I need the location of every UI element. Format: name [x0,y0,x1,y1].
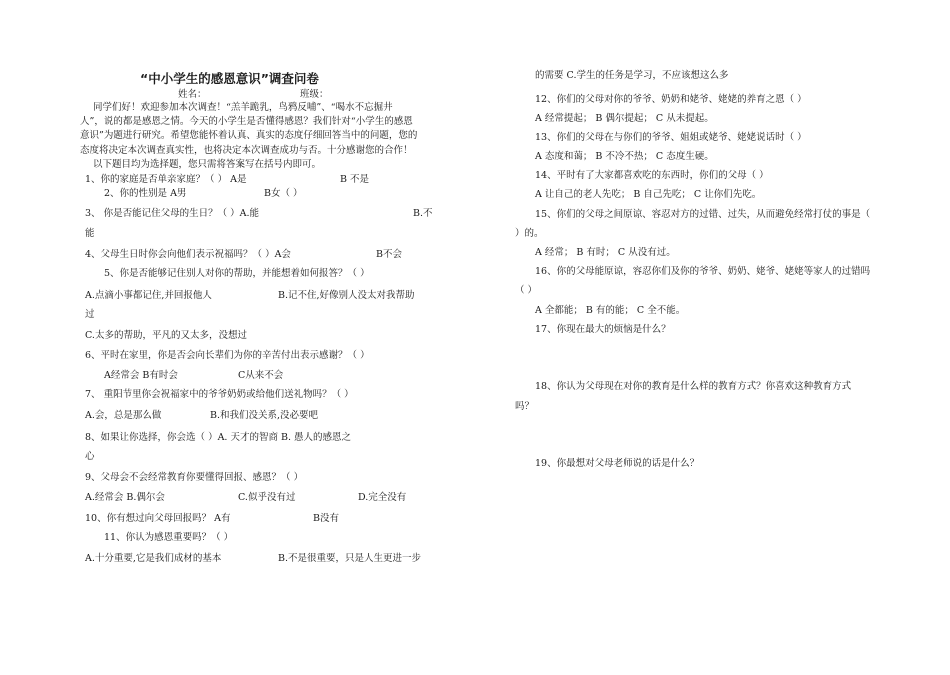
question-option: B.和我们没关系,没必要吧 [210,410,319,421]
class-label: 班级： [300,89,329,100]
question-option: B.不 [413,208,433,219]
question-line: 1、你的家庭是否单亲家庭？（ ） A是 [85,174,247,185]
page-title: “中小学生的感恩意识”调查问卷 [140,71,319,86]
question-line: 19、你最想对父母老师说的话是什么？ [535,458,700,469]
question-line: 10、你有想过向父母回报吗？ A有 [85,513,231,524]
question-line: 15、你们的父母之间原谅、容忍对方的过错、过失，从而避免经常打仗的事是（ [535,209,871,220]
question-line: 17、你现在最大的烦恼是什么？ [535,324,671,335]
question-line: 2、你的性别是 A男 [104,188,187,199]
question-option: A 全都能； B 有的能； C 全不能。 [535,305,686,316]
intro-line: 同学们好！欢迎参加本次调查！“羔羊跪乳，鸟鸦反哺”、“喝水不忘掘井 [93,102,393,113]
question-line: 能 [85,228,95,239]
question-line: 9、父母会不会经常教育你要懂得回报、感恩？（ ） [85,472,304,483]
question-line: 3、 你是否能记住父母的生日？（ ）A.能 [85,208,259,219]
question-line: 8、如果让你选择，你会选（ ）A. 天才的智商 B. 愚人的感恩之 [85,432,352,443]
question-option: B.记不住,好像别人没太对我帮助 [278,290,415,301]
question-option: C.太多的帮助，平凡的又太多，没想过 [85,330,247,341]
question-option: C从来不会 [238,370,284,381]
question-line: 5、你是否能够记住别人对你的帮助，并能想着如何报答？（ ） [104,268,370,279]
question-option: B没有 [313,513,339,524]
question-line: 7、 重阳节里你会祝福家中的爷爷奶奶或给他们送礼物吗？（ ） [85,389,354,400]
question-line: 12、你们的父母对你的爷爷、奶奶和姥爷、姥姥的养育之恩（ ） [535,94,807,105]
question-option: D.完全没有 [358,492,407,503]
intro-line: 人”，说的都是感恩之情。今天的小学生是否懂得感恩？我们针对“小学生的感恩 [80,116,413,127]
intro-line: 意识”为题进行研究。希望您能怀着认真、真实的态度仔细回答当中的问题，您的 [80,130,418,141]
question-option: B女（ ） [264,188,303,199]
question-line: 16、你的父母能原谅，容忍你们及你的爷爷、奶奶、姥爷、姥姥等家人的过错吗 [535,266,871,277]
question-line: 11、你认为感恩重要吗？（ ） [104,532,234,543]
question-option: A.经常会 B.偶尔会 [85,492,165,503]
question-line: 13、你们的父母在与你们的爷爷、姐姐或姥爷、姥姥说话时（ ） [535,132,807,143]
intro-line: 以下题目均为选择题，您只需将答案写在括号内即可。 [93,159,322,170]
question-option: A 态度和蔼； B 不冷不热； C 态度生硬。 [535,151,714,162]
question-option: A 让自己的老人先吃； B 自己先吃； C 让你们先吃。 [535,189,762,200]
question-option: A.点滴小事都记住,并回报他人 [85,290,212,301]
question-line: 过 [85,309,95,320]
question-line: 4、父母生日时你会向他们表示祝福吗？（ ）A会 [85,249,291,260]
question-option: A 经常； B 有时； C 从没有过。 [535,247,676,258]
question-option: A.十分重要,它是我们成材的基本 [85,553,222,564]
question-line: 吗？ [515,401,535,412]
question-option: B 不是 [340,174,370,185]
question-option: A.会，总是那么做 [85,410,162,421]
question-option: 的需要 C.学生的任务是学习，不应该想这么多 [535,70,729,81]
question-line: 14、平时有了大家都喜欢吃的东西时，你们的父母（ ） [535,170,769,181]
name-label: 姓名： [178,89,207,100]
question-option: A 经常提起； B 偶尔提起； C 从未提起。 [535,113,714,124]
question-option: B.不是很重要，只是人生更进一步 [278,553,422,564]
question-option: A经常会 B有时会 [104,370,178,381]
question-option: C.似乎没有过 [238,492,296,503]
question-line: ）的。 [515,228,544,239]
question-line: 心 [85,451,95,462]
question-line: 18、你认为父母现在对你的教育是什么样的教育方式？你喜欢这种教育方式 [535,381,852,392]
question-option: B不会 [376,249,402,260]
question-line: （ ） [515,285,538,296]
intro-line: 态度将决定本次调查真实性，也将决定本次调查成功与否。十分感谢您的合作！ [80,145,413,156]
question-line: 6、平时在家里，你是否会向长辈们为你的辛苦付出表示感谢？（ ） [85,350,370,361]
